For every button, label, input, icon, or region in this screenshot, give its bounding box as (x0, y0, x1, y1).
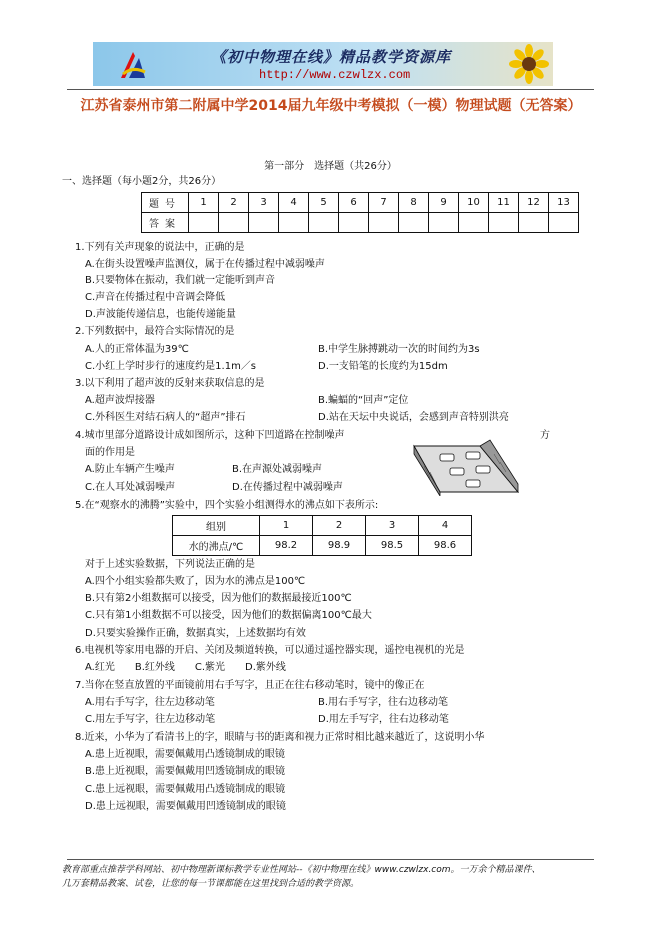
answer-table-number: 13 (549, 193, 579, 213)
boil-table-group: 2 (313, 516, 366, 536)
q7-option-c: C.用左手写字，往左边移动笔 (85, 714, 216, 725)
q8-option-b: B.患上近视眼，需要佩戴用凹透镜制成的眼镜 (85, 766, 286, 777)
answer-table-number: 3 (249, 193, 279, 213)
part-heading: 一、选择题（每小题2分，共26分） (62, 176, 222, 187)
q8-option-d: D.患上远视眼，需要佩戴用凹透镜制成的眼镜 (85, 801, 286, 812)
q7-option-a: A.用右手写字，往左边移动笔 (85, 697, 215, 708)
sunken-road-figure (410, 432, 520, 496)
q4-option-c: C.在人耳处减弱噪声 (85, 482, 176, 493)
footer-divider (67, 859, 594, 860)
boil-table-header-value: 水的沸点/℃ (173, 536, 260, 556)
answer-table-number: 1 (189, 193, 219, 213)
site-logo-icon (117, 48, 149, 80)
banner-url[interactable]: http://www.czwlzx.com (259, 68, 411, 82)
answer-table-number: 5 (309, 193, 339, 213)
boil-table-group: 4 (419, 516, 472, 536)
boil-table-value: 98.6 (419, 536, 472, 556)
answer-table-header-number: 题号 (142, 193, 189, 213)
q1-option-d: D.声波能传递信息，也能传递能量 (85, 309, 236, 320)
boil-table-group: 3 (366, 516, 419, 536)
q2-stem: 2.下列数据中，最符合实际情况的是 (75, 326, 235, 337)
footer-line-2: 几万套精品教案、试卷，让您的每一节课都能在这里找到合适的教学资源。 (62, 879, 360, 889)
boil-table-value: 98.9 (313, 536, 366, 556)
q3-option-a: A.超声波焊接器 (85, 395, 155, 406)
q5-stem: 5.在“观察水的沸腾”实验中，四个实验小组测得水的沸点如下表所示: (75, 500, 379, 511)
answer-cell (459, 213, 489, 233)
q6-options: A.红光 B.红外线 C.紫光 D.紫外线 (85, 662, 286, 673)
q4-stem-tail: 方 (540, 430, 550, 441)
q7-option-b: B.用右手写字，往右边移动笔 (318, 697, 449, 708)
header-banner (93, 42, 553, 86)
boil-table-group: 1 (260, 516, 313, 536)
answer-cell (489, 213, 519, 233)
answer-table-number: 9 (429, 193, 459, 213)
answer-cell (189, 213, 219, 233)
boiling-point-table (172, 515, 472, 556)
q2-option-c: C.小红上学时步行的速度约是1.1m／s (85, 361, 257, 372)
q8-option-a: A.患上近视眼，需要佩戴用凸透镜制成的眼镜 (85, 749, 285, 760)
q5-lead: 对于上述实验数据，下列说法正确的是 (85, 559, 255, 570)
boil-table-value: 98.2 (260, 536, 313, 556)
q1-stem: 1.下列有关声现象的说法中，正确的是 (75, 242, 245, 253)
q3-option-d: D.站在天坛中央说话，会感到声音特别洪亮 (318, 412, 509, 423)
q3-option-b: B.蝙蝠的“回声”定位 (318, 395, 409, 406)
answer-cell (369, 213, 399, 233)
q5-option-a: A.四个小组实验都失败了，因为水的沸点是100℃ (85, 576, 306, 587)
q1-option-a: A.在街头设置噪声监测仪，属于在传播过程中减弱噪声 (85, 259, 325, 270)
q4-option-d: D.在传播过程中减弱噪声 (232, 482, 343, 493)
q2-option-d: D.一支铅笔的长度约为15dm (318, 361, 448, 372)
q4-stem-continued: 面的作用是 (85, 447, 135, 458)
q8-option-c: C.患上远视眼，需要佩戴用凸透镜制成的眼镜 (85, 784, 286, 795)
answer-table-number: 7 (369, 193, 399, 213)
answer-table-number: 6 (339, 193, 369, 213)
page-footer (62, 863, 602, 891)
answer-cell (219, 213, 249, 233)
q3-option-c: C.外科医生对结石病人的“超声”排石 (85, 412, 246, 423)
q5-option-d: D.只要实验操作正确，数据真实，上述数据均有效 (85, 628, 306, 639)
q2-option-b: B.中学生脉搏跳动一次的时间约为3s (318, 344, 480, 355)
answer-table-number: 12 (519, 193, 549, 213)
answer-cell (339, 213, 369, 233)
answer-cell (249, 213, 279, 233)
boil-table-value: 98.5 (366, 536, 419, 556)
q8-stem: 8.近来，小华为了看清书上的字，眼睛与书的距离和视力正常时相比越来越近了，这说明小华 (75, 732, 485, 743)
q4-option-a: A.防止车辆产生噪声 (85, 464, 175, 475)
boil-table-header-group: 组别 (173, 516, 260, 536)
document-title: 江苏省泰州市第二附属中学2014届九年级中考模拟（一模）物理试题（无答案） (80, 98, 582, 114)
answer-table (141, 192, 579, 233)
answer-table-header-answer: 答案 (142, 213, 189, 233)
answer-cell (429, 213, 459, 233)
sunflower-icon (509, 44, 549, 84)
q4-stem: 4.城市里部分道路设计成如图所示，这种下凹道路在控制噪声 (75, 430, 345, 441)
answer-cell (519, 213, 549, 233)
answer-table-number: 11 (489, 193, 519, 213)
q5-option-c: C.只有第1小组数据不可以接受，因为他们的数据偏离100℃最大 (85, 610, 372, 621)
answer-cell (279, 213, 309, 233)
q2-option-a: A.人的正常体温为39℃ (85, 344, 189, 355)
banner-title: 《初中物理在线》精品教学资源库 (211, 48, 452, 66)
q6-stem: 6.电视机等家用电器的开启、关闭及频道转换，可以通过遥控器实现，遥控电视机的光是 (75, 645, 465, 656)
answer-table-number: 10 (459, 193, 489, 213)
section-title: 第一部分 选择题（共26分） (264, 161, 397, 172)
q7-stem: 7.当你在竖直放置的平面镜前用右手写字，且正在往右移动笔时，镜中的像正在 (75, 680, 425, 691)
answer-table-number: 8 (399, 193, 429, 213)
q1-option-b: B.只要物体在振动，我们就一定能听到声音 (85, 275, 276, 286)
q4-option-b: B.在声源处减弱噪声 (232, 464, 323, 475)
answer-table-number: 2 (219, 193, 249, 213)
q1-option-c: C.声音在传播过程中音调会降低 (85, 292, 226, 303)
q7-option-d: D.用左手写字，往右边移动笔 (318, 714, 449, 725)
footer-line-1: 教育部重点推荐学科网站、初中物理新课标教学专业性网站--《初中物理在线》www.czwlzx.com。一万余个精品课件、 (62, 865, 541, 875)
header-divider (67, 89, 594, 90)
q5-option-b: B.只有第2小组数据可以接受，因为他们的数据最接近100℃ (85, 593, 352, 604)
answer-cell (399, 213, 429, 233)
answer-table-number: 4 (279, 193, 309, 213)
answer-cell (549, 213, 579, 233)
answer-cell (309, 213, 339, 233)
q3-stem: 3.以下利用了超声波的反射来获取信息的是 (75, 378, 265, 389)
